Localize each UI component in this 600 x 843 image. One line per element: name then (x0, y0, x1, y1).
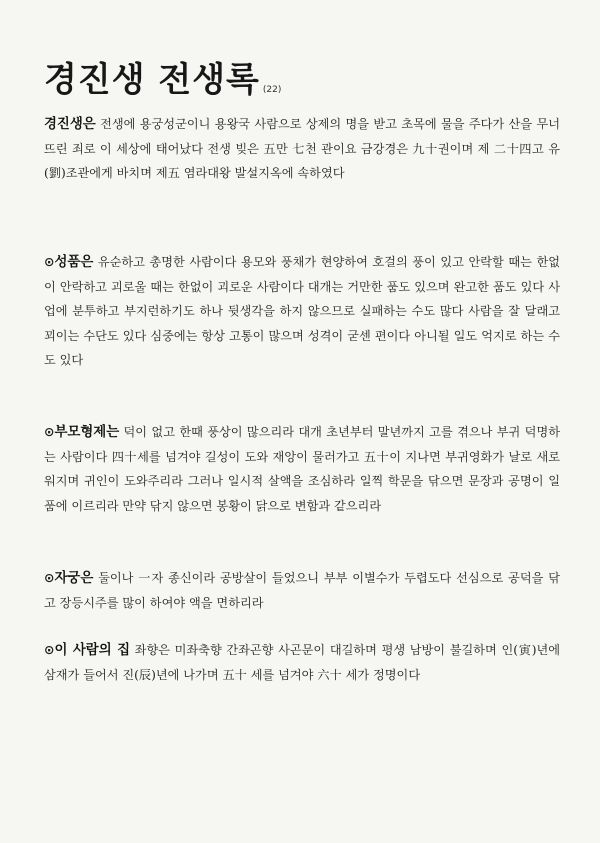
section-heading: 경진생은 (44, 116, 96, 132)
section-body: 전생에 용궁성군이니 용왕국 사람으로 상제의 명을 받고 초목에 물을 주다가 산을 무너뜨린 죄로 이 세상에 태어났다 전생 빚은 五만 七천 관이요 금강경은 九十권이며 제 二十四고 유(劉)조관에게 바치며 제五 염라대왕 발설지옥에 속하였다 (44, 117, 560, 181)
section-heading: 이 사람의 집 (54, 642, 131, 658)
bullet-icon: ⊙ (44, 570, 55, 585)
section-body: 좌향은 미좌축향 간좌곤향 사곤문이 대길하며 평생 남방이 불길하며 인(寅)년에 삼재가 들어서 진(辰)년에 나가며 五十 세를 넘겨야 六十 세가 정명이다 (44, 643, 560, 682)
section-house (44, 638, 560, 687)
bullet-icon: ⊙ (44, 642, 55, 657)
section-heading: 자궁은 (54, 570, 94, 586)
page-title: 경진생 전생록 (44, 60, 260, 100)
bullet-icon: ⊙ (44, 424, 55, 439)
section-family (44, 420, 560, 518)
section-body: 둘이나 一자 종신이라 공방살이 들었으니 부부 이별수가 두렵도다 선심으로 공덕을 닦고 장등시주를 많이 하여야 액을 면하리라 (44, 571, 560, 610)
page-number: (22) (262, 85, 282, 95)
section-past-life (44, 112, 560, 186)
title-row (44, 52, 281, 101)
section-children (44, 566, 560, 615)
section-body: 유순하고 총명한 사람이다 용모와 풍채가 현양하여 호걸의 풍이 있고 안락할 때는 한없이 안락하고 괴로울 때는 한없이 괴로운 사람이다 대개는 거만한 품도 있으며 완고한 품도 있다 사업에 분투하고 부지런하기도 하나 뒷생각을 하지 않으므로 실패하는 수도 많다 사람을 잘 달래고 꾀이는 수단도 있다 심중에는 항상 고통이 많으며 성격이 굳센 편이다 아니될 일도 억지로 하는 수도 있다 (44, 255, 560, 368)
bullet-icon: ⊙ (44, 254, 55, 269)
section-heading: 부모형제는 (54, 424, 120, 440)
section-body: 덕이 없고 한때 풍상이 많으리라 대개 초년부터 말년까지 고를 겪으나 부귀 덕명하는 사람이다 四十세를 넘겨야 길성이 도와 재앙이 물러가고 五十이 지나면 부귀영화가 날로 새로워지며 귀인이 도와주리라 그러나 일시적 살액을 조심하라 일찍 학문을 닦으면 문장과 공명이 일품에 이르리라 만약 닦지 않으면 봉황이 닭으로 변함과 같으리라 (44, 425, 560, 513)
section-heading: 성품은 (54, 254, 94, 270)
section-personality (44, 250, 560, 373)
